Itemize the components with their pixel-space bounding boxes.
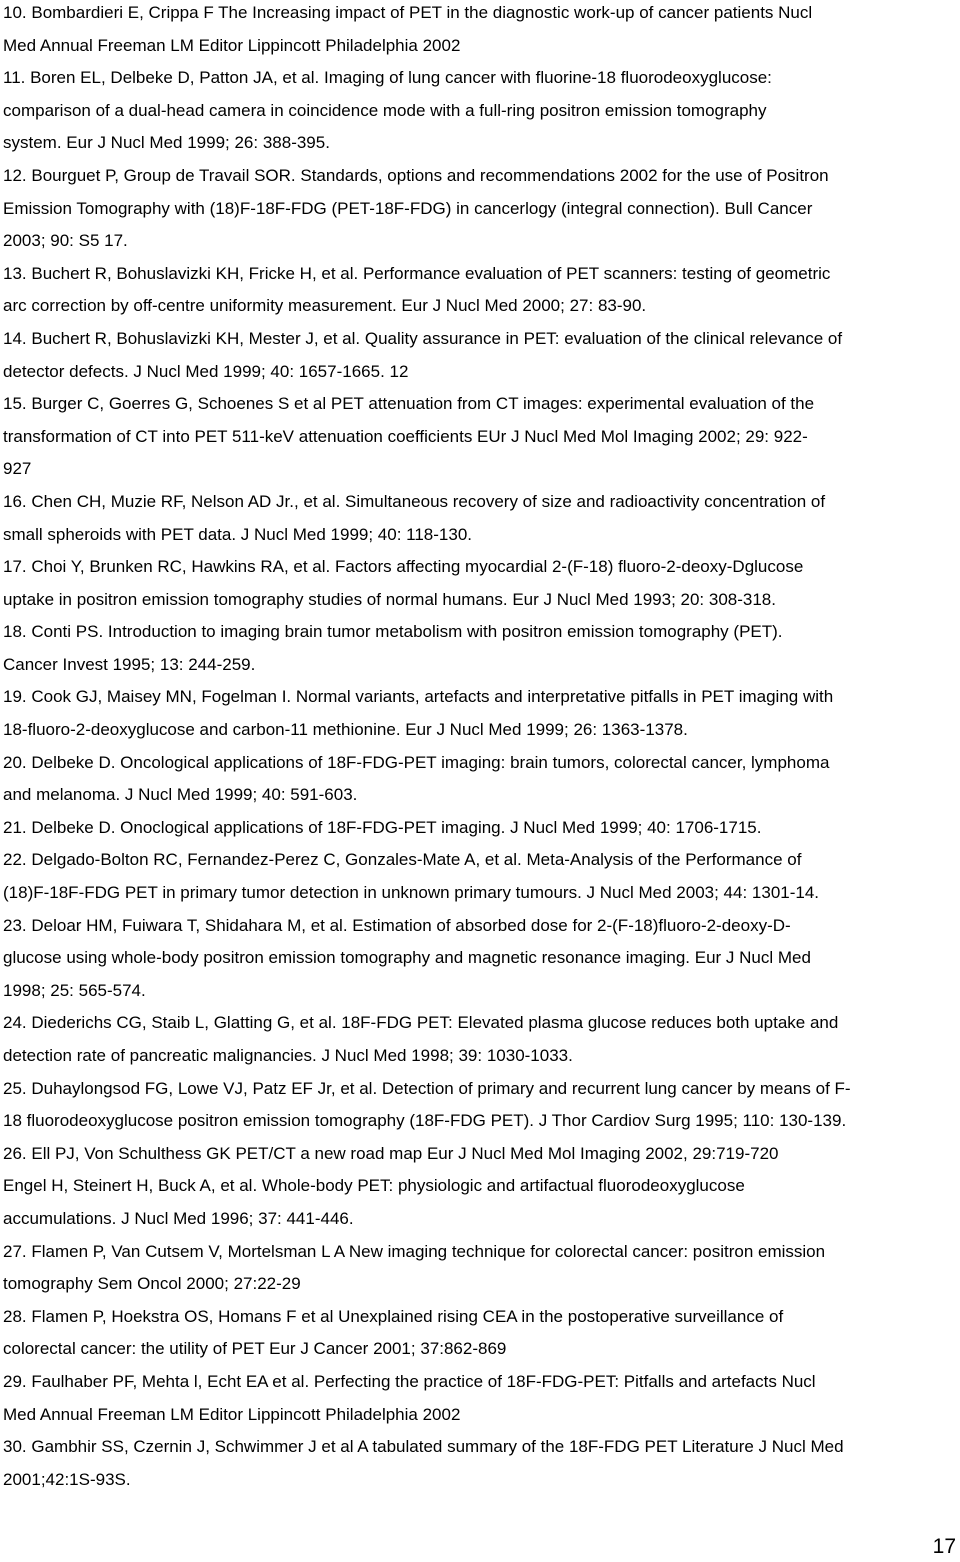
reference-line: Med Annual Freeman LM Editor Lippincott Philadelphia 2002: [3, 1404, 461, 1424]
reference-line: 22. Delgado-Bolton RC, Fernandez-Perez C, Gonzales-Mate A, et al. Meta-Analysis of the Performance of: [3, 850, 802, 870]
reference-line: 1998; 25: 565-574.: [3, 980, 146, 1000]
reference-line: detector defects. J Nucl Med 1999; 40: 1657-1665. 12: [3, 361, 409, 381]
reference-line: 19. Cook GJ, Maisey MN, Fogelman I. Normal variants, artefacts and interpretative pitfalls in PET imaging with: [3, 687, 834, 707]
reference-line: 21. Delbeke D. Onoclogical applications of 18F-FDG-PET imaging. J Nucl Med 1999; 40: 1706-1715.: [3, 817, 762, 837]
reference-line: accumulations. J Nucl Med 1996; 37: 441-446.: [3, 1208, 354, 1228]
reference-line: 20. Delbeke D. Oncological applications of 18F-FDG-PET imaging: brain tumors, colorectal cancer, lymphoma: [3, 752, 830, 772]
reference-line: glucose using whole-body positron emission tomography and magnetic resonance imaging. Eur J Nucl Med: [3, 948, 811, 968]
reference-line: 28. Flamen P, Hoekstra OS, Homans F et al Unexplained rising CEA in the postoperative surveillance of: [3, 1306, 784, 1326]
reference-line: 2003; 90: S5 17.: [3, 231, 128, 251]
reference-line: 15. Burger C, Goerres G, Schoenes S et al PET attenuation from CT images: experimental evaluation of the: [3, 394, 815, 414]
reference-line: 26. Ell PJ, Von Schulthess GK PET/CT a new road map Eur J Nucl Med Mol Imaging 2002, 29:719-720: [3, 1143, 779, 1163]
reference-line: 18. Conti PS. Introduction to imaging brain tumor metabolism with positron emission tomography (PET).: [3, 622, 783, 642]
reference-line: 29. Faulhaber PF, Mehta l, Echt EA et al. Perfecting the practice of 18F-FDG-PET: Pitfalls and artefacts Nucl: [3, 1371, 816, 1391]
reference-line: 17. Choi Y, Brunken RC, Hawkins RA, et al. Factors affecting myocardial 2-(F-18) fluoro-2-deoxy-Dglucose: [3, 557, 804, 577]
reference-line: colorectal cancer: the utility of PET Eur J Cancer 2001; 37:862-869: [3, 1339, 507, 1359]
reference-line: 13. Buchert R, Bohuslavizki KH, Fricke H, et al. Performance evaluation of PET scanners: testing of geometric: [3, 263, 831, 283]
reference-line: 12. Bourguet P, Group de Travail SOR. Standards, options and recommendations 2002 for the use of Positron: [3, 165, 829, 185]
reference-line: 30. Gambhir SS, Czernin J, Schwimmer J et al A tabulated summary of the 18F-FDG PET Literature J Nucl Med: [3, 1437, 844, 1457]
page-number: 17: [932, 1535, 956, 1558]
reference-line: arc correction by off-centre uniformity measurement. Eur J Nucl Med 2000; 27: 83-90.: [3, 296, 647, 316]
reference-line: comparison of a dual-head camera in coincidence mode with a full-ring positron emission tomography: [3, 100, 767, 120]
reference-line: (18)F-18F-FDG PET in primary tumor detection in unknown primary tumours. J Nucl Med 2003; 44: 1301-14.: [3, 883, 820, 903]
reference-line: 24. Diederichs CG, Staib L, Glatting G, et al. 18F-FDG PET: Elevated plasma glucose reduces both uptake and: [3, 1013, 839, 1033]
reference-line: tomography Sem Oncol 2000; 27:22-29: [3, 1274, 301, 1294]
reference-line: small spheroids with PET data. J Nucl Med 1999; 40: 118-130.: [3, 524, 473, 544]
reference-line: 16. Chen CH, Muzie RF, Nelson AD Jr., et al. Simultaneous recovery of size and radioactivity concentration of: [3, 491, 826, 511]
reference-line: 18 fluorodeoxyglucose positron emission tomography (18F-FDG PET). J Thor Cardiov Surg 1995; 110: 130-139.: [3, 1111, 847, 1131]
reference-line: 25. Duhaylongsod FG, Lowe VJ, Patz EF Jr, et al. Detection of primary and recurrent lung cancer by means of F-: [3, 1078, 851, 1098]
reference-line: system. Eur J Nucl Med 1999; 26: 388-395.: [3, 133, 330, 153]
reference-line: 14. Buchert R, Bohuslavizki KH, Mester J, et al. Quality assurance in PET: evaluation of the clinical relevance of: [3, 328, 843, 348]
reference-line: 18-fluoro-2-deoxyglucose and carbon-11 methionine. Eur J Nucl Med 1999; 26: 1363-1378.: [3, 720, 688, 740]
reference-line: Engel H, Steinert H, Buck A, et al. Whole-body PET: physiologic and artifactual fluorodeoxyglucose: [3, 1176, 745, 1196]
reference-line: Emission Tomography with (18)F-18F-FDG (PET-18F-FDG) in cancerlogy (integral connection). Bull Cancer: [3, 198, 813, 218]
reference-line: 23. Deloar HM, Fuiwara T, Shidahara M, et al. Estimation of absorbed dose for 2-(F-18)fluoro-2-deoxy-D-: [3, 915, 791, 935]
reference-line: Med Annual Freeman LM Editor Lippincott Philadelphia 2002: [3, 35, 461, 55]
reference-list: [3, 0, 958, 1496]
reference-line: 2001;42:1S-93S.: [3, 1469, 131, 1489]
reference-line: 27. Flamen P, Van Cutsem V, Mortelsman L A New imaging technique for colorectal cancer: positron emission: [3, 1241, 826, 1261]
reference-line: uptake in positron emission tomography studies of normal humans. Eur J Nucl Med 1993; 20: 308-318.: [3, 589, 776, 609]
reference-line: 927: [3, 459, 32, 479]
reference-line: detection rate of pancreatic malignancies. J Nucl Med 1998; 39: 1030-1033.: [3, 1046, 573, 1065]
reference-line: 10. Bombardieri E, Crippa F The Increasing impact of PET in the diagnostic work-up of cancer patients Nucl: [3, 3, 813, 22]
reference-line: Cancer Invest 1995; 13: 244-259.: [3, 654, 256, 674]
reference-line: and melanoma. J Nucl Med 1999; 40: 591-603.: [3, 785, 358, 805]
reference-line: transformation of CT into PET 511-keV attenuation coefficients EUr J Nucl Med Mol Imaging 2002; 29: 922-: [3, 426, 808, 446]
reference-line: 11. Boren EL, Delbeke D, Patton JA, et al. Imaging of lung cancer with fluorine-18 fluorodeoxyglucose:: [3, 68, 772, 88]
